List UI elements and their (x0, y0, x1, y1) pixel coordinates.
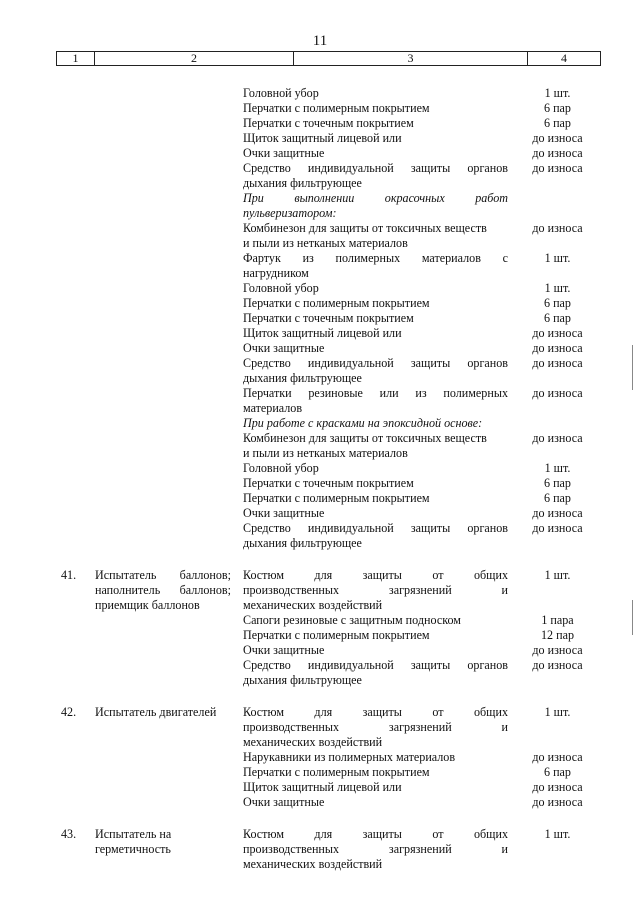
ppe-norm: до износа (532, 131, 583, 145)
table-row (0, 86, 640, 101)
ppe-item: дыхания фильтрующее (243, 371, 362, 385)
ppe-item: Перчатки резиновые или из полимерных (243, 386, 508, 400)
row-spacer (0, 688, 640, 705)
table-row (0, 521, 640, 536)
ppe-item: Головной убор (243, 461, 319, 475)
table-row (0, 842, 640, 857)
page-number: 11 (312, 33, 328, 49)
table-row (0, 795, 640, 810)
table-row (0, 386, 640, 401)
ppe-norm: до износа (532, 326, 583, 340)
table-row (0, 341, 640, 356)
profession-name: герметичность (95, 842, 171, 856)
table-row (0, 583, 640, 598)
ppe-item: и пыли из нетканых материалов (243, 446, 408, 460)
ppe-item: Комбинезон для защиты от токсичных веществ (243, 221, 487, 235)
table-row (0, 750, 640, 765)
ppe-item: механических воздействий (243, 857, 383, 871)
ppe-norm: 6 пар (544, 116, 571, 130)
table-row (0, 251, 640, 266)
table-row (0, 705, 640, 720)
profession-name: Испытатель баллонов; (95, 568, 231, 582)
ppe-norm: до износа (532, 506, 583, 520)
ppe-item: При выполнении окрасочных работ (243, 191, 508, 205)
ppe-item: Головной убор (243, 86, 319, 100)
table-row (0, 311, 640, 326)
ppe-norm: до износа (532, 658, 583, 672)
ppe-norm: до износа (532, 341, 583, 355)
ppe-item: Нарукавники из полимерных материалов (243, 750, 456, 764)
ppe-item: дыхания фильтрующее (243, 673, 362, 687)
ppe-norm: до износа (532, 643, 583, 657)
ppe-item: Перчатки с точечным покрытием (243, 116, 414, 130)
row-number: 42. (61, 705, 77, 719)
ppe-norm: до износа (532, 795, 583, 809)
table-row (0, 146, 640, 161)
table-row (0, 161, 640, 176)
ppe-item: Костюм для защиты от общих (243, 568, 508, 582)
table-row (0, 568, 640, 583)
table-row (0, 765, 640, 780)
ppe-item: Перчатки с точечным покрытием (243, 476, 414, 490)
ppe-item: нагрудником (243, 266, 309, 280)
table-row (0, 131, 640, 146)
ppe-norm: 6 пар (544, 296, 571, 310)
ppe-norm: 1 шт. (544, 251, 571, 265)
row-spacer (0, 810, 640, 827)
ppe-item: Средство индивидуальной защиты органов (243, 356, 508, 370)
ppe-norm: до износа (532, 161, 583, 175)
table-row (0, 221, 640, 236)
table-row (0, 236, 640, 251)
ppe-item: Средство индивидуальной защиты органов (243, 521, 508, 535)
table-row (0, 598, 640, 613)
header-col-2: 2 (191, 51, 197, 65)
table-row (0, 326, 640, 341)
scan-mark (632, 600, 633, 635)
table-row (0, 401, 640, 416)
ppe-norm: 6 пар (544, 476, 571, 490)
ppe-item: Очки защитные (243, 341, 325, 355)
ppe-item: Средство индивидуальной защиты органов (243, 161, 508, 175)
profession-name: Испытатель двигателей (95, 705, 217, 719)
table-row (0, 827, 640, 842)
table-row (0, 658, 640, 673)
table-row (0, 461, 640, 476)
ppe-item: Костюм для защиты от общих (243, 705, 508, 719)
ppe-norm: до износа (532, 521, 583, 535)
ppe-norm: 1 шт. (544, 827, 571, 841)
ppe-item: материалов (243, 401, 303, 415)
table-row (0, 101, 640, 116)
table-row (0, 613, 640, 628)
ppe-norm: 1 шт. (544, 86, 571, 100)
ppe-norm: 1 шт. (544, 568, 571, 582)
ppe-item: Щиток защитный лицевой или (243, 326, 402, 340)
ppe-norm: 12 пар (540, 628, 574, 642)
row-spacer (0, 551, 640, 568)
ppe-norm: до износа (532, 780, 583, 794)
ppe-item: Щиток защитный лицевой или (243, 131, 402, 145)
ppe-item: производственных загрязнений и (243, 720, 508, 734)
table-row (0, 506, 640, 521)
ppe-item: производственных загрязнений и (243, 842, 508, 856)
ppe-norm: 6 пар (544, 311, 571, 325)
ppe-item: Костюм для защиты от общих (243, 827, 508, 841)
ppe-norm: до износа (532, 146, 583, 160)
table-row (0, 643, 640, 658)
header-col-3: 3 (407, 51, 414, 65)
ppe-item: Очки защитные (243, 795, 325, 809)
table-row (0, 720, 640, 735)
table-row (0, 476, 640, 491)
ppe-item: Очки защитные (243, 643, 325, 657)
ppe-norm: 1 пара (541, 613, 574, 627)
table-row (0, 116, 640, 131)
ppe-item: Головной убор (243, 281, 319, 295)
table-row (0, 296, 640, 311)
profession-name: Испытатель на (95, 827, 172, 841)
ppe-item: Сапоги резиновые с защитным подноском (243, 613, 461, 627)
ppe-item: механических воздействий (243, 735, 383, 749)
ppe-item: механических воздействий (243, 598, 383, 612)
table-row (0, 266, 640, 281)
table-row (0, 735, 640, 750)
table-row (0, 536, 640, 551)
ppe-item: дыхания фильтрующее (243, 176, 362, 190)
ppe-norm: до износа (532, 431, 583, 445)
ppe-item: Перчатки с полимерным покрытием (243, 765, 430, 779)
table-row (0, 431, 640, 446)
ppe-norm: до износа (532, 221, 583, 235)
ppe-norm: 1 шт. (544, 461, 571, 475)
ppe-item: При работе с красками на эпоксидной основе: (243, 416, 483, 430)
table-row (0, 673, 640, 688)
ppe-item: Щиток защитный лицевой или (243, 780, 402, 794)
table-row (0, 780, 640, 795)
header-col-4: 4 (561, 51, 567, 65)
table-body (0, 86, 640, 872)
table-row (0, 371, 640, 386)
profession-name: наполнитель баллонов; (95, 583, 231, 597)
table-row (0, 281, 640, 296)
row-number: 41. (61, 568, 77, 582)
ppe-norm: 1 шт. (544, 281, 571, 295)
ppe-norm: 6 пар (544, 765, 571, 779)
table-header (56, 51, 601, 66)
ppe-item: Перчатки с полимерным покрытием (243, 296, 430, 310)
header-col-1: 1 (72, 51, 79, 65)
ppe-item: производственных загрязнений и (243, 583, 508, 597)
ppe-item: Очки защитные (243, 506, 325, 520)
ppe-item: Перчатки с полимерным покрытием (243, 628, 430, 642)
ppe-item: Фартук из полимерных материалов с (243, 251, 508, 265)
ppe-norm: 6 пар (544, 491, 571, 505)
row-number: 43. (61, 827, 77, 841)
table-row (0, 857, 640, 872)
ppe-item: и пыли из нетканых материалов (243, 236, 408, 250)
ppe-norm: до износа (532, 750, 583, 764)
profession-name: приемщик баллонов (95, 598, 200, 612)
ppe-item: Очки защитные (243, 146, 325, 160)
ppe-item: Перчатки с полимерным покрытием (243, 491, 430, 505)
ppe-norm: 6 пар (544, 101, 571, 115)
ppe-item: Средство индивидуальной защиты органов (243, 658, 508, 672)
ppe-norm: до износа (532, 356, 583, 370)
table-row (0, 191, 640, 206)
table-row (0, 356, 640, 371)
table-row (0, 491, 640, 506)
scan-mark (632, 345, 633, 390)
ppe-item: пульверизатором: (243, 206, 337, 220)
table-row (0, 628, 640, 643)
ppe-norm: 1 шт. (544, 705, 571, 719)
table-row (0, 176, 640, 191)
table-row (0, 206, 640, 221)
table-row (0, 416, 640, 431)
ppe-item: Перчатки с полимерным покрытием (243, 101, 430, 115)
ppe-item: Комбинезон для защиты от токсичных веществ (243, 431, 487, 445)
ppe-norm: до износа (532, 386, 583, 400)
ppe-item: дыхания фильтрующее (243, 536, 362, 550)
ppe-item: Перчатки с точечным покрытием (243, 311, 414, 325)
table-row (0, 446, 640, 461)
